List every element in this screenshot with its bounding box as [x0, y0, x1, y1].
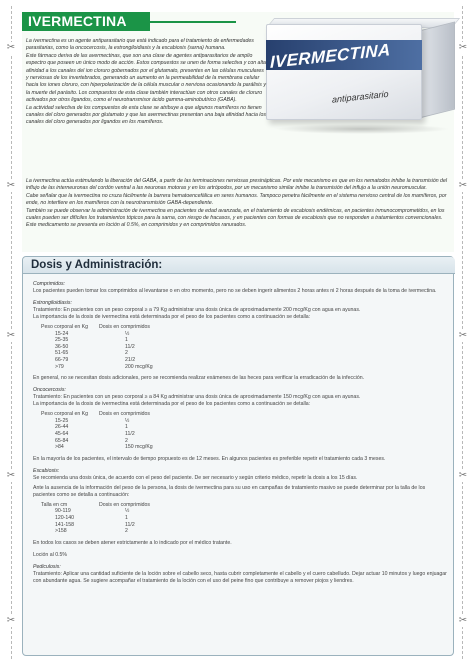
table-row	[41, 364, 153, 371]
table-row	[41, 515, 150, 522]
table-row	[41, 337, 153, 344]
product-box-image	[260, 16, 466, 144]
scissors-icon: ✂	[458, 470, 468, 481]
scissors-icon: ✂	[458, 615, 468, 626]
table-row	[41, 424, 153, 431]
scissors-icon: ✂	[458, 330, 468, 341]
intro-paragraph: La ivermectina es un agente antiparasitario que está indicado para el tratamiento de enfermedades parasitarias, como la oncocercosis, la estrongiloidiasis y la escabiosis (sarna) humana.	[26, 38, 254, 52]
table-cell: 21/2	[125, 356, 136, 363]
scissors-icon: ✂	[6, 330, 16, 341]
table-cell: 1	[125, 514, 128, 521]
table-header: Dosis en comprimidos	[99, 324, 151, 330]
table-header: Peso corporal en Kg	[41, 411, 89, 418]
scissors-icon: ✂	[6, 470, 16, 481]
table-row	[41, 350, 153, 357]
intro-paragraph: También se puede observar la administración de ivermectina en pacientes de edad avanzada, en el tratamiento de escabiosis endémicas, en pacientes inmunocomprometidos, en los cuales pueden ser difíciles los tratamientos tópicos para la sarna, con riesgo de fracasos, y en pacientes con formas de escabiosis que no responden a tratamientos convencionales.	[26, 207, 445, 222]
table-cell: 45-64	[55, 430, 69, 437]
escabiosis-text: Se recomienda una dosis única, de acuerdo con el peso del paciente. De ser necesario y según criterio médico, repetir la dosis a los 15 días.	[33, 474, 358, 481]
table-cell: 141-158	[55, 521, 75, 528]
table-cell: 1	[125, 424, 128, 431]
product-box-shadow	[274, 124, 450, 134]
table-cell: 1	[125, 337, 128, 344]
title-rule	[150, 21, 236, 23]
page-title: IVERMECTINA	[22, 12, 150, 31]
table-cell: 66-79	[55, 356, 69, 363]
dosis-header	[23, 257, 455, 274]
dose-table-estrongiloidiasis	[41, 324, 153, 370]
section-heading-pediculosis: Pediculosis:	[33, 563, 61, 570]
oncocercosis-text: La importancia de la dosis de ivermectina está determinada por el peso de los pacientes como a continuación se detalla:	[33, 401, 311, 408]
dosis-panel	[22, 256, 454, 656]
intro-paragraph: La ivermectina actúa estimulando la liberación del GABA, a partir de las terminaciones nerviosas presinápticas. Por este mecanismo es que en los nematodos inhibe la transmisión del influjo de las interneuronas del cordón ventral a las neuronas motoras y en los artrópodos, por un mecanismo similar inhibe la transmisión del influjo a la unión neuromuscular.	[26, 178, 447, 192]
table-cell: 15-25	[55, 417, 69, 424]
scissors-icon: ✂	[6, 180, 16, 191]
section-heading-estrongiloidiasis: Estrongiloidiasis:	[33, 300, 72, 306]
table-row	[41, 431, 153, 438]
table-header: Peso corporal en Kg	[41, 324, 89, 330]
section-heading-escabiosis: Escabiosis:	[33, 467, 60, 474]
table-cell: 26-44	[55, 424, 69, 431]
escabiosis-note: En todos los casos se deben atener estrictamente a lo indicado por el médico tratante.	[33, 539, 232, 546]
table-cell: 120-140	[55, 514, 75, 521]
product-box-name: IVERMECTINA	[270, 40, 391, 72]
escabiosis-text: Ante la ausencia de la información del peso de la persona, la dosis de ivermectina para su uso en campañas de tratamiento masivo se puede determinar por la talla de los pacientes como se detalla a continuación:	[33, 484, 426, 498]
table-row	[41, 508, 150, 515]
table-cell: 200 mcg/Kg	[125, 363, 153, 370]
table-cell: 15-24	[55, 330, 69, 337]
table-cell: >79	[55, 363, 64, 370]
intro-paragraph: La actividad selectiva de los compuestos de esta clase se atribuye a que algunos mamíferos no tienen canales del cloro generados por glutamato y que las avermectinas presentan una baja afinidad hacia los canales del cloro generados por ligandos en los mamíferos.	[26, 104, 266, 126]
table-cell: ½	[125, 508, 130, 515]
section-heading-oncocercosis: Oncocercosis:	[33, 387, 66, 394]
table-row	[41, 418, 153, 425]
scissors-icon: ✂	[458, 42, 468, 53]
table-cell: 2	[125, 528, 128, 535]
table-cell: 2	[125, 437, 128, 444]
intro-paragraph: Este fármaco deriva de las avermectinas, que son una clase de agentes antiparasitarios de amplio espectro que poseen un único modo de acción. Estos compuestos se unen de forma selectiva y con alta afinidad a los canales del ion cloruro gobernados por el glutamato, presentes en las células musculares y nerviosas de los invertebrados, generando un aumento en la permeabilidad de la membrana celular hacia los iones cloruro, con hiperpolarización de la célula muscular o nerviosa ocasionando la parálisis y la muerte del parásito. Los compuestos de esta clase también interactúan con otros canales de cloruro activados por otros ligandos, como el neurotransmisor ácido gamma-aminobutírico (GABA).	[26, 52, 266, 104]
table-row	[41, 357, 153, 364]
dosis-body	[33, 281, 447, 585]
table-cell: 51-65	[55, 350, 69, 357]
oncocercosis-text: Tratamiento: En pacientes con un peso corporal ≥ a 84 Kg administrar una dosis única de aproximadamente 150 mcg/Kg con agua en ayunas.	[33, 394, 361, 401]
pediculosis-text: Tratamiento: Aplicar una cantidad suficiente de la loción sobre el cabello seco, hasta cubrir completamente el cabello y el cuero cabelludo. Dejar actuar 10 minutos y luego enjuagar con abundante agua. Se sugiere acompañar el tratamiento de la loción con el uso del peine fino que contribuye a remover piojos y liendres.	[33, 570, 447, 584]
product-box-side	[421, 22, 455, 118]
product-box-subtitle: antiparasitario	[332, 88, 389, 105]
table-cell: >84	[55, 444, 64, 451]
scissors-icon: ✂	[458, 180, 468, 191]
table-cell: 25-35	[55, 337, 69, 344]
table-cell: 2	[125, 350, 128, 357]
table-cell: ½	[125, 417, 130, 424]
dose-table-escabiosis	[41, 502, 150, 535]
table-row	[41, 528, 150, 535]
table-row	[41, 444, 153, 451]
scissors-icon: ✂	[6, 615, 16, 626]
estrongiloidiasis-text: La importancia de la dosis de ivermectina está determinada por el peso de los pacientes como a continuación se detalla:	[33, 314, 311, 320]
intro-paragraph: Este medicamento se presenta en loción al 0.5%, en comprimidos y en comprimidos ranurados.	[26, 222, 247, 229]
table-cell: 11/2	[125, 343, 135, 350]
table-cell: 11/2	[125, 430, 135, 437]
table-row	[41, 438, 153, 445]
table-header: Talla en cm	[41, 501, 68, 508]
table-row	[41, 331, 153, 338]
estrongiloidiasis-note: En general, no se necesitan dosis adicionales, pero se recomienda realizar exámenes de las heces para verificar la erradicación de la infección.	[33, 375, 365, 382]
table-cell: 90-119	[55, 508, 71, 515]
estrongiloidiasis-text: Tratamiento: En pacientes con un peso corporal ≥ a 79 Kg administrar una dosis única de aproximadamente 200 mcg/Kg con agua en ayunas.	[33, 307, 361, 313]
intro-panel	[22, 12, 454, 252]
oncocercosis-note: En la mayoría de los pacientes, el intervalo de tiempo propuesto es de 12 meses. En algunos pacientes es preferible repetir el tratamiento cada 3 meses.	[33, 455, 386, 462]
table-cell: >158	[55, 528, 67, 535]
intro-text	[26, 38, 266, 127]
intro-paragraph: Cabe señalar que la ivermectina no cruza fácilmente la barrera hematoencefálica en seres humanos. Tampoco penetra fácilmente en el sistema nervioso central de los mamíferos, por ende, no interfiere en los mamíferos con la neurotransmisión GABA-dependiente.	[26, 192, 447, 207]
dosis-title: Dosis y Administración:	[31, 259, 163, 271]
table-header: Dosis en comprimidos	[99, 411, 151, 418]
table-cell: ½	[125, 330, 130, 337]
table-cell: 36-50	[55, 343, 69, 350]
section-heading-comprimidos: Comprimidos:	[33, 281, 65, 287]
comprimidos-text: Los pacientes pueden tomar los comprimidos al levantarse o en otro momento, pero no se deben ingerir alimentos 2 horas antes ni 2 horas después de la toma de ivermectina.	[33, 288, 437, 294]
dose-table-oncocercosis	[41, 411, 153, 451]
table-row	[41, 344, 153, 351]
scissors-icon: ✂	[6, 42, 16, 53]
table-cell: 65-84	[55, 437, 69, 444]
locion-label: Loción al 0.5%	[33, 551, 68, 558]
table-header: Dosis en comprimidos	[99, 501, 151, 508]
table-row	[41, 522, 150, 529]
intro-text-wide	[26, 178, 450, 230]
table-cell: 150 mcg/Kg	[125, 444, 153, 451]
table-cell: 11/2	[125, 521, 135, 528]
